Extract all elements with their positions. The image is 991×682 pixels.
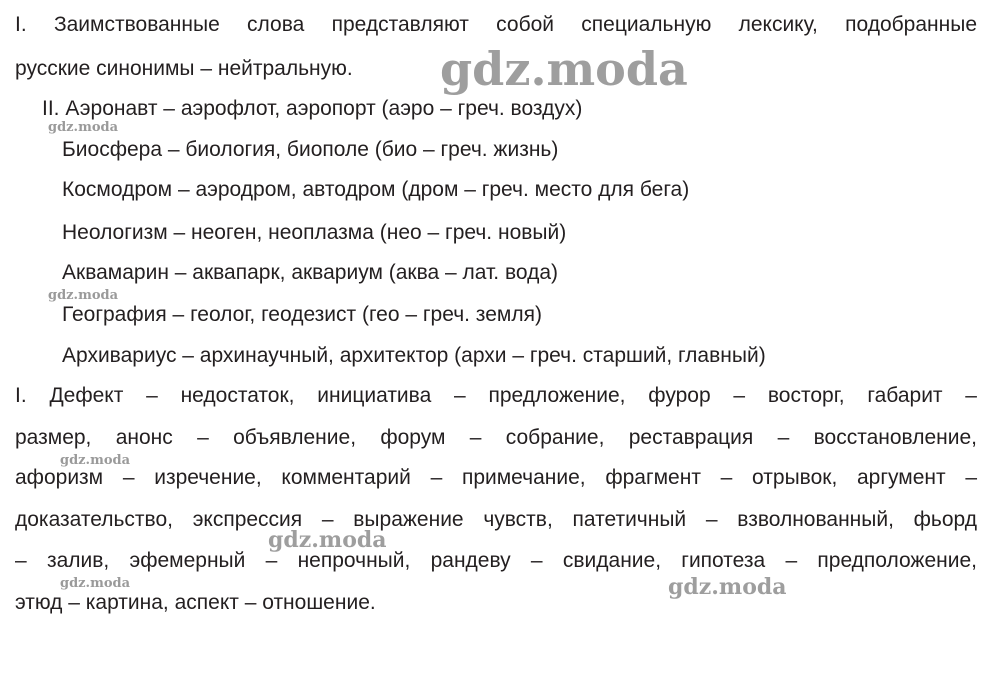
paragraph-3-line: I. Дефект – недостаток, инициатива – предложение, фурор – восторг, габарит –	[15, 384, 977, 407]
watermark-logo: gdz.moda	[60, 576, 131, 591]
paragraph-3-line: доказательство, экспрессия – выражение чувств, патетичный – взволнованный, фьорд	[15, 508, 977, 531]
watermark-logo: gdz.moda	[440, 42, 688, 96]
paragraph-3-line: афоризм – изречение, комментарий – примечание, фрагмент – отрывок, аргумент –	[15, 466, 977, 489]
section-2-item: Биосфера – биология, биополе (био – греч. жизнь)	[62, 138, 559, 161]
section-2-item: География – геолог, геодезист (гео – греч. земля)	[62, 303, 542, 326]
paragraph-3-line: размер, анонс – объявление, форум – собрание, реставрация – восстановление,	[15, 426, 977, 449]
paragraph-1-line-2: русские синонимы – нейтральную.	[15, 57, 353, 80]
paragraph-1-line-1: I. Заимствованные слова представляют собой специальную лексику, подобранные	[15, 13, 977, 36]
paragraph-3-line: этюд – картина, аспект – отношение.	[15, 591, 376, 614]
section-2-item: Неологизм – неоген, неоплазма (нео – греч. новый)	[62, 221, 567, 244]
section-2-header: II. Аэронавт – аэрофлот, аэропорт (аэро – греч. воздух)	[42, 97, 583, 120]
watermark-logo: gdz.moda	[48, 120, 119, 135]
section-2-item: Космодром – аэродром, автодром (дром – греч. место для бега)	[62, 178, 690, 201]
watermark-logo: gdz.moda	[60, 453, 131, 468]
watermark-logo: gdz.moda	[668, 574, 787, 600]
section-2-item: Архивариус – архинаучный, архитектор (архи – греч. старший, главный)	[62, 344, 766, 367]
paragraph-3-line: – залив, эфемерный – непрочный, рандеву – свидание, гипотеза – предположение,	[15, 549, 977, 572]
watermark-logo: gdz.moda	[268, 527, 387, 553]
section-2-item: Аквамарин – аквапарк, аквариум (аква – лат. вода)	[62, 261, 559, 284]
watermark-logo: gdz.moda	[48, 288, 119, 303]
